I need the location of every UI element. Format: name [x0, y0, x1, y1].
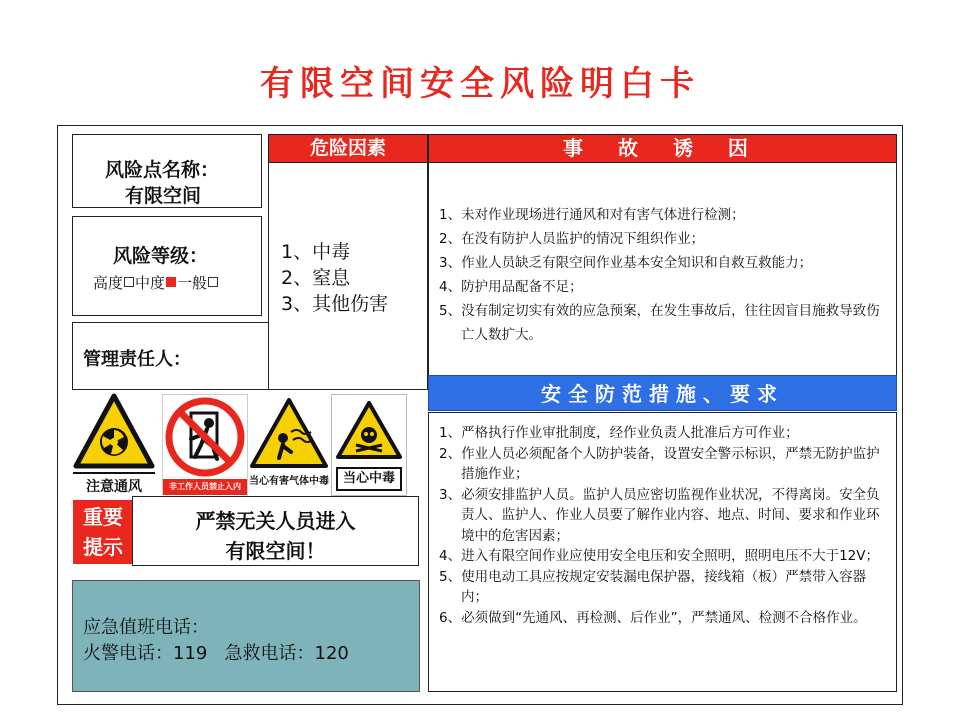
- hazard-item: 3、其他伤害: [281, 293, 389, 315]
- cause-item: 5、没有制定切实有效的应急预案，在发生事故后，往往因盲目施救导致伤亡人数扩大。: [439, 303, 880, 343]
- sign-ventilation: [73, 392, 155, 496]
- sign-label-ventilation: 注意通风: [73, 472, 155, 496]
- important-notice-box: [132, 496, 419, 566]
- causes-box: [428, 162, 897, 390]
- sign-toxic-gas: [249, 396, 329, 496]
- cause-item: 4、防护用品配备不足；: [439, 279, 583, 295]
- sign-label-poison: 当心中毒: [336, 467, 402, 491]
- hazards-box: [268, 162, 428, 390]
- measures-list: [439, 423, 888, 628]
- measure-item: 4、进入有限空间作业应使用安全电压和安全照明，照明电压不大于12V；: [439, 548, 880, 564]
- risk-point-box: [72, 134, 262, 208]
- ventilation-warning-icon: [73, 392, 155, 472]
- measure-item: 1、严格执行作业审批制度，经作业负责人批准后方可作业；: [439, 425, 799, 441]
- hazard-item: 1、中毒: [281, 241, 351, 263]
- important-tag-line1: 重要: [83, 505, 123, 529]
- emergency-line1: 应急值班电话：: [83, 617, 209, 638]
- risk-level-label: 风险等级：: [113, 245, 209, 267]
- risk-level-options: [93, 272, 219, 293]
- checkbox-general: [208, 277, 218, 287]
- risk-level-option-medium: 中度: [135, 274, 166, 292]
- manager-box: [72, 322, 270, 390]
- sign-no-entry: [162, 394, 248, 498]
- important-line2: 有限空间！: [225, 539, 326, 563]
- emergency-line2: 火警电话：119 急救电话：120: [83, 643, 349, 664]
- causes-list: [439, 203, 888, 347]
- important-tag-line2: 提示: [83, 535, 123, 559]
- measures-box: [428, 412, 897, 692]
- emergency-box: [72, 580, 420, 692]
- poison-skull-icon: [332, 395, 406, 465]
- sign-label-toxic-gas: 当心有害气体中毒: [249, 476, 329, 487]
- risk-point-value: 有限空间: [125, 185, 202, 207]
- measure-item: 3、必须安排监护人员。监护人员应密切监视作业状况，不得离岗。安全负责人、监护人、作业人员要了解作业内容、地点、时间、要求和作业环境中的危害因素；: [439, 486, 880, 544]
- page-title: 有限空间安全风险明白卡: [260, 64, 700, 104]
- cause-item: 3、作业人员缺乏有限空间作业基本安全知识和自救互救能力；: [439, 255, 813, 271]
- cause-item: 1、未对作业现场进行通风和对有害气体进行检测；: [439, 207, 745, 223]
- manager-label: 管理责任人：: [83, 349, 191, 370]
- hazard-item: 2、窒息: [281, 267, 351, 289]
- hazards-header: 危险因素: [268, 134, 428, 163]
- risk-level-option-high: 高度: [93, 274, 124, 292]
- measure-item: 5、使用电动工具应按规定安装漏电保护器，接线箱（板）严禁带入容器内；: [439, 568, 867, 605]
- risk-level-box: [72, 216, 262, 316]
- risk-level-option-general: 一般: [177, 274, 208, 292]
- risk-point-label: 风险点名称：: [105, 159, 220, 181]
- important-line1: 严禁无关人员进入: [195, 509, 356, 533]
- cause-item: 2、在没有防护人员监护的情况下组织作业；: [439, 231, 705, 247]
- checkbox-medium-checked: [166, 277, 176, 287]
- measure-item: 6、必须做到“先通风、再检测、后作业”，严禁通风、检测不合格作业。: [439, 609, 867, 626]
- important-tag: [73, 500, 133, 564]
- no-entry-person-icon: [163, 395, 247, 479]
- sign-poison: [331, 394, 407, 496]
- toxic-gas-warning-icon: [249, 396, 329, 472]
- checkbox-high: [124, 277, 134, 287]
- measure-item: 2、作业人员必须配备个人防护装备，设置安全警示标识，严禁无防护监护措施作业；: [439, 445, 880, 482]
- causes-header: 事 故 诱 因: [428, 134, 897, 163]
- measures-header: 安全防范措施、要求: [428, 375, 897, 411]
- sign-label-no-entry: 非工作人员禁止入内: [163, 479, 247, 495]
